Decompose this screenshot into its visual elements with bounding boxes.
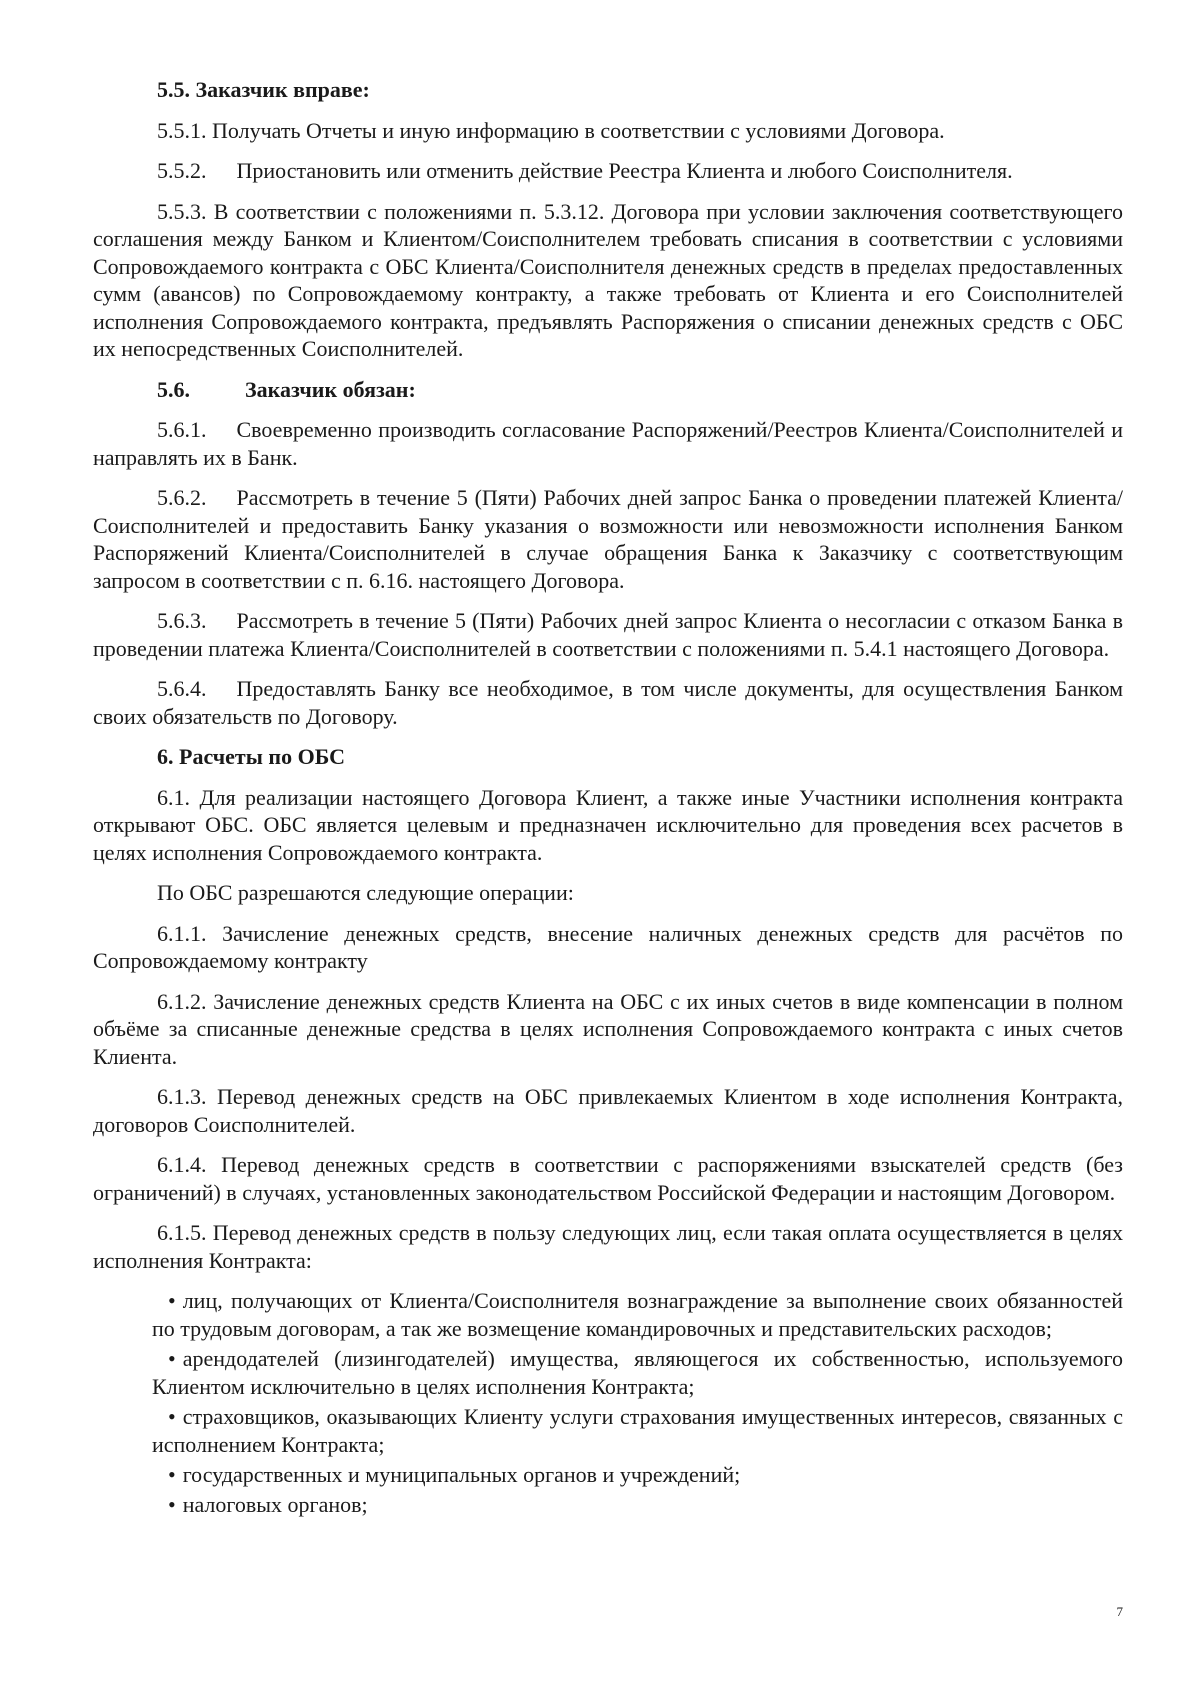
section-heading-5-6	[93, 376, 1123, 404]
list-item	[152, 1287, 1123, 1343]
clause-text: Предоставлять Банку все необходимое, в том числе документы, для осуществления Банком своих обязательств по Договору.	[93, 676, 1123, 729]
bullet-icon: •	[168, 1492, 176, 1517]
clause-number: 5.6.3.	[157, 608, 207, 633]
list-item	[152, 1345, 1123, 1401]
clause-6-1-5: 6.1.5. Перевод денежных средств в пользу следующих лиц, если такая оплата осуществляется в целях исполнения Контракта:	[93, 1220, 1123, 1273]
list-item-text: налоговых органов;	[182, 1492, 368, 1517]
clause-text: Рассмотреть в течение 5 (Пяти) Рабочих дней запрос Клиента о несогласии с отказом Банка в проведении платежа Клиента/Соисполнителей в соответствии с положениями п. 5.4.1 настоящего Договора.	[93, 608, 1123, 661]
clause-6-1-3: 6.1.3. Перевод денежных средств на ОБС привлекаемых Клиентом в ходе исполнения Контракта, договоров Соисполнителей.	[93, 1084, 1123, 1137]
clause-6-1-2: 6.1.2. Зачисление денежных средств Клиента на ОБС с их иных счетов в виде компенсации в полном объёме за списанные денежные средства в целях исполнения Сопровождаемого контракта с иных счетов Клиента.	[93, 988, 1123, 1069]
bullet-icon: •	[168, 1462, 176, 1487]
list-item	[152, 1461, 1123, 1489]
section-title: Заказчик обязан:	[245, 376, 416, 402]
list-item-text: арендодателей (лизингодателей) имущества, являющегося их собственностью, используемого Клиентом исключительно в целях исполнения Контракта;	[152, 1346, 1123, 1399]
section-number: 5.6.	[157, 376, 190, 402]
clause-5-5-1: 5.5.1. Получать Отчеты и иную информацию в соответствии с условиями Договора.	[157, 117, 945, 143]
clause-5-6-1	[93, 416, 1123, 471]
clause-5-6-2	[93, 484, 1123, 594]
list-item-text: государственных и муниципальных органов и учреждений;	[182, 1462, 741, 1487]
list-item-text: лиц, получающих от Клиента/Соисполнителя вознаграждение за выполнение своих обязанностей по трудовым договорам, а так же возмещение командировочных и представительских расходов;	[152, 1288, 1123, 1341]
list-item-text: страховщиков, оказывающих Клиенту услуги страхования имущественных интересов, связанных с исполнением Контракта;	[152, 1404, 1123, 1457]
clause-number: 5.6.1.	[157, 417, 207, 442]
bullet-icon: •	[168, 1288, 176, 1313]
section-heading-5-5: 5.5. Заказчик вправе:	[157, 77, 370, 102]
clause-6-1-4: 6.1.4. Перевод денежных средств в соответствии с распоряжениями взыскателей средств (без ограничений) в случаях, установленных законодательством Российской Федерации и настоящим Договором.	[93, 1152, 1123, 1205]
clause-6-1-1: 6.1.1. Зачисление денежных средств, внесение наличных денежных средств для расчётов по Сопровождаемому контракту	[93, 920, 1123, 973]
bullet-icon: •	[168, 1404, 176, 1429]
clause-6-1: 6.1. Для реализации настоящего Договора Клиент, а также иные Участники исполнения контракта открывают ОБС. ОБС является целевым и предназначен исключительно для проведения всех расчетов в целях исполнения Сопровождаемого контракта.	[93, 784, 1123, 865]
clause-5-6-4	[93, 675, 1123, 730]
clause-number: 5.5.2.	[157, 158, 207, 183]
clause-number: 5.6.2.	[157, 485, 207, 510]
list-item	[152, 1491, 1123, 1519]
clause-5-6-3	[93, 607, 1123, 662]
page-number: 7	[1116, 1604, 1123, 1619]
clause-number: 5.6.4.	[157, 676, 207, 701]
clause-text: Рассмотреть в течение 5 (Пяти) Рабочих дней запрос Банка о проведении платежей Клиента/Соисполнителей и предоставить Банку указания о возможности или невозможности исполнения Банком Распоряжений Клиента/Соисполнителей в случае обращения Банка к Заказчику с соответствующим запросом в соответствии с п. 6.16. настоящего Договора.	[93, 485, 1123, 593]
clause-text: Приостановить или отменить действие Реестра Клиента и любого Соисполнителя.	[236, 158, 1013, 183]
clause-5-5-3: 5.5.3. В соответствии с положениями п. 5.3.12. Договора при условии заключения соответствующего соглашения между Банком и Клиентом/Соисполнителем требовать списания в соответствии с условиями Сопровождаемого контракта с ОБС Клиента/Соисполнителя денежных средств в пределах предоставленных сумм (авансов) по Сопровождаемому контракту, а также требовать от Клиента и его Соисполнителей исполнения Сопровождаемого контракта, предъявлять Распоряжения о списании денежных средств с ОБС их непосредственных Соисполнителей.	[93, 198, 1123, 361]
bullet-icon: •	[168, 1346, 176, 1371]
clause-6-1-intro: По ОБС разрешаются следующие операции:	[157, 880, 574, 905]
list-item	[152, 1403, 1123, 1459]
section-heading-6: 6. Расчеты по ОБС	[157, 744, 345, 769]
clause-text: Своевременно производить согласование Распоряжений/Реестров Клиента/Соисполнителей и направлять их в Банк.	[93, 417, 1123, 470]
clause-5-5-2	[93, 157, 1123, 185]
bullet-list	[152, 1287, 1123, 1519]
